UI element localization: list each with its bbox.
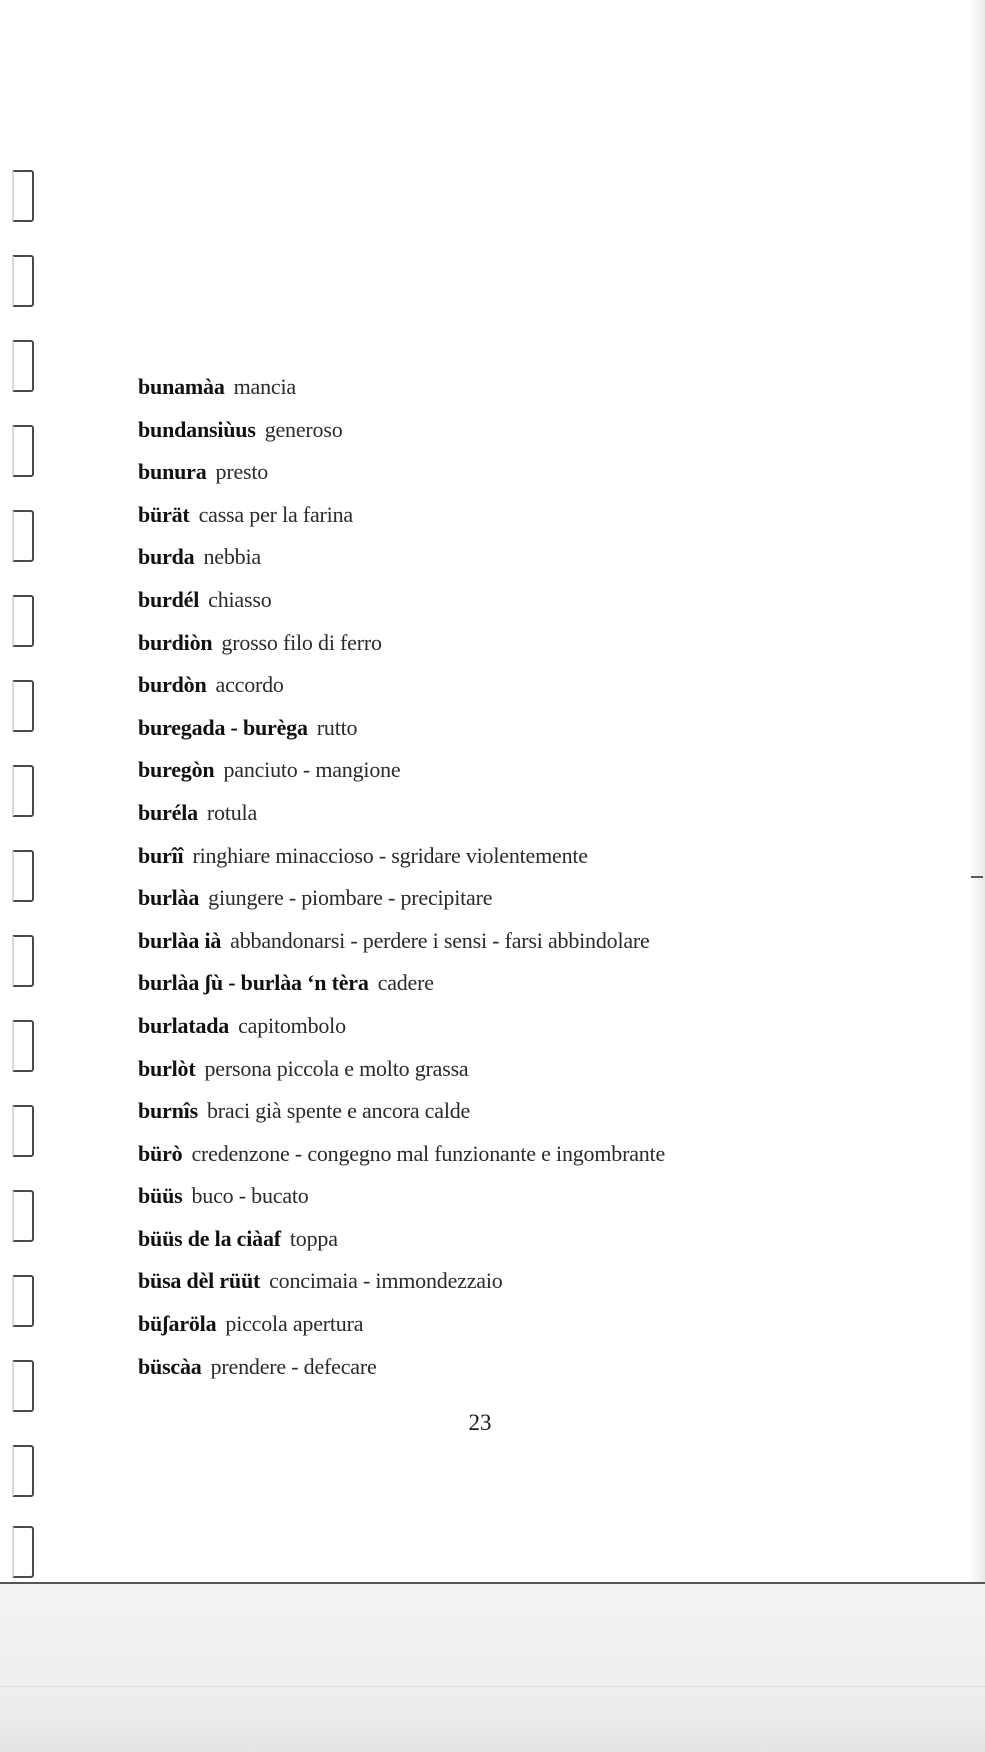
- entry-definition: accordo: [215, 672, 284, 698]
- entry-definition: capitombolo: [238, 1012, 346, 1038]
- dictionary-entry: [138, 877, 938, 920]
- dictionary-entry: [138, 1303, 938, 1346]
- entry-definition: panciuto - mangione: [223, 757, 401, 783]
- spiral-binding: [12, 170, 42, 1580]
- binding-ring: [12, 255, 34, 307]
- entry-term: burlàa ià: [138, 927, 222, 953]
- entry-term: burlatada: [138, 1012, 230, 1038]
- binding-ring: [12, 680, 34, 732]
- dictionary-entry: [138, 451, 938, 494]
- dictionary-entry: [138, 1005, 938, 1048]
- binding-ring: [12, 170, 34, 222]
- entry-definition: abbandonarsi - perdere i sensi - farsi abbindolare: [230, 927, 650, 953]
- binding-ring: [12, 935, 34, 987]
- entry-term: büüs de la ciàaf: [138, 1225, 281, 1251]
- dictionary-entry: [138, 409, 938, 452]
- entry-term: bunura: [138, 459, 207, 485]
- entry-definition: giungere - piombare - precipitare: [208, 885, 493, 911]
- entry-definition: piccola apertura: [225, 1311, 364, 1337]
- entry-term: burîî: [138, 842, 184, 868]
- entry-definition: generoso: [264, 416, 343, 442]
- binding-ring: [12, 510, 34, 562]
- dictionary-entry: [138, 366, 938, 409]
- dictionary-entry: [138, 664, 938, 707]
- entry-term: burlòt: [138, 1055, 196, 1081]
- dictionary-entry: [138, 707, 938, 750]
- entry-term: burlàa ʃù - burlàa ‘n tèra: [138, 970, 369, 996]
- entry-definition: braci già spente e ancora calde: [206, 1098, 471, 1124]
- entry-definition: chiasso: [208, 586, 272, 612]
- dictionary-entry: [138, 962, 938, 1005]
- binding-ring: [12, 340, 34, 392]
- dictionary-entry: [138, 1218, 938, 1261]
- entry-definition: rutto: [316, 714, 358, 740]
- binding-ring: [12, 595, 34, 647]
- entry-term: burdél: [138, 586, 200, 612]
- entry-definition: ringhiare minaccioso - sgridare violentemente: [192, 842, 588, 868]
- dictionary-entry: [138, 1346, 938, 1389]
- dictionary-entry: [138, 835, 938, 878]
- scan-seam: [0, 1686, 985, 1687]
- dictionary-entry: [138, 579, 938, 622]
- entry-term: burdòn: [138, 672, 207, 698]
- binding-ring: [12, 1020, 34, 1072]
- entry-definition: prendere - defecare: [210, 1353, 377, 1379]
- binding-ring: [12, 1190, 34, 1242]
- dictionary-entry: [138, 1048, 938, 1091]
- entry-definition: grosso filo di ferro: [221, 629, 382, 655]
- binding-ring: [12, 1526, 34, 1578]
- entry-definition: mancia: [233, 374, 296, 399]
- entry-term: bürät: [138, 501, 190, 527]
- entry-term: buréla: [138, 799, 198, 825]
- entry-definition: rotula: [206, 799, 258, 825]
- edge-mark: [971, 876, 983, 878]
- entry-definition: toppa: [289, 1225, 338, 1251]
- dictionary-entry: [138, 622, 938, 665]
- entry-term: burnîs: [138, 1098, 198, 1124]
- binding-ring: [12, 1360, 34, 1412]
- entry-term: büüs: [138, 1183, 183, 1209]
- entry-definition: buco - bucato: [191, 1183, 309, 1209]
- entry-term: bundansiùus: [138, 416, 256, 442]
- entry-term: büʃaröla: [138, 1311, 217, 1337]
- dictionary-entry: [138, 1090, 938, 1133]
- scan-background: [0, 1584, 985, 1752]
- entry-definition: presto: [215, 459, 269, 485]
- page-right-edge: [969, 0, 985, 1752]
- dictionary-entry: [138, 536, 938, 579]
- entry-term: buregada - burèga: [138, 714, 308, 740]
- entry-term: büscàa: [138, 1353, 202, 1379]
- entry-list: [138, 366, 938, 1388]
- dictionary-entry: [138, 920, 938, 963]
- page-number: 23: [468, 1410, 492, 1435]
- entry-definition: concimaia - immondezzaio: [269, 1268, 503, 1294]
- dictionary-entry: [138, 1133, 938, 1176]
- entry-definition: credenzone - congegno mal funzionante e ingombrante: [191, 1140, 666, 1166]
- entry-term: burlàa: [138, 885, 200, 911]
- dictionary-entry: [138, 792, 938, 835]
- entry-term: buregòn: [138, 757, 215, 783]
- entry-definition: cadere: [377, 970, 434, 996]
- entry-definition: cassa per la farina: [198, 501, 353, 527]
- binding-ring: [12, 765, 34, 817]
- dictionary-entry: [138, 1260, 938, 1303]
- dictionary-entry: [138, 494, 938, 537]
- binding-ring: [12, 850, 34, 902]
- binding-ring: [12, 425, 34, 477]
- entry-term: burdiòn: [138, 629, 213, 655]
- binding-ring: [12, 1445, 34, 1497]
- dictionary-entry: [138, 749, 938, 792]
- entry-term: bunamàa: [138, 374, 225, 399]
- binding-ring: [12, 1275, 34, 1327]
- entry-definition: persona piccola e molto grassa: [204, 1055, 469, 1081]
- entry-term: bürò: [138, 1140, 183, 1166]
- entry-term: büsa dèl rüüt: [138, 1268, 261, 1294]
- entry-term: burda: [138, 544, 195, 570]
- entry-definition: nebbia: [203, 544, 261, 570]
- binding-ring: [12, 1105, 34, 1157]
- dictionary-entry: [138, 1175, 938, 1218]
